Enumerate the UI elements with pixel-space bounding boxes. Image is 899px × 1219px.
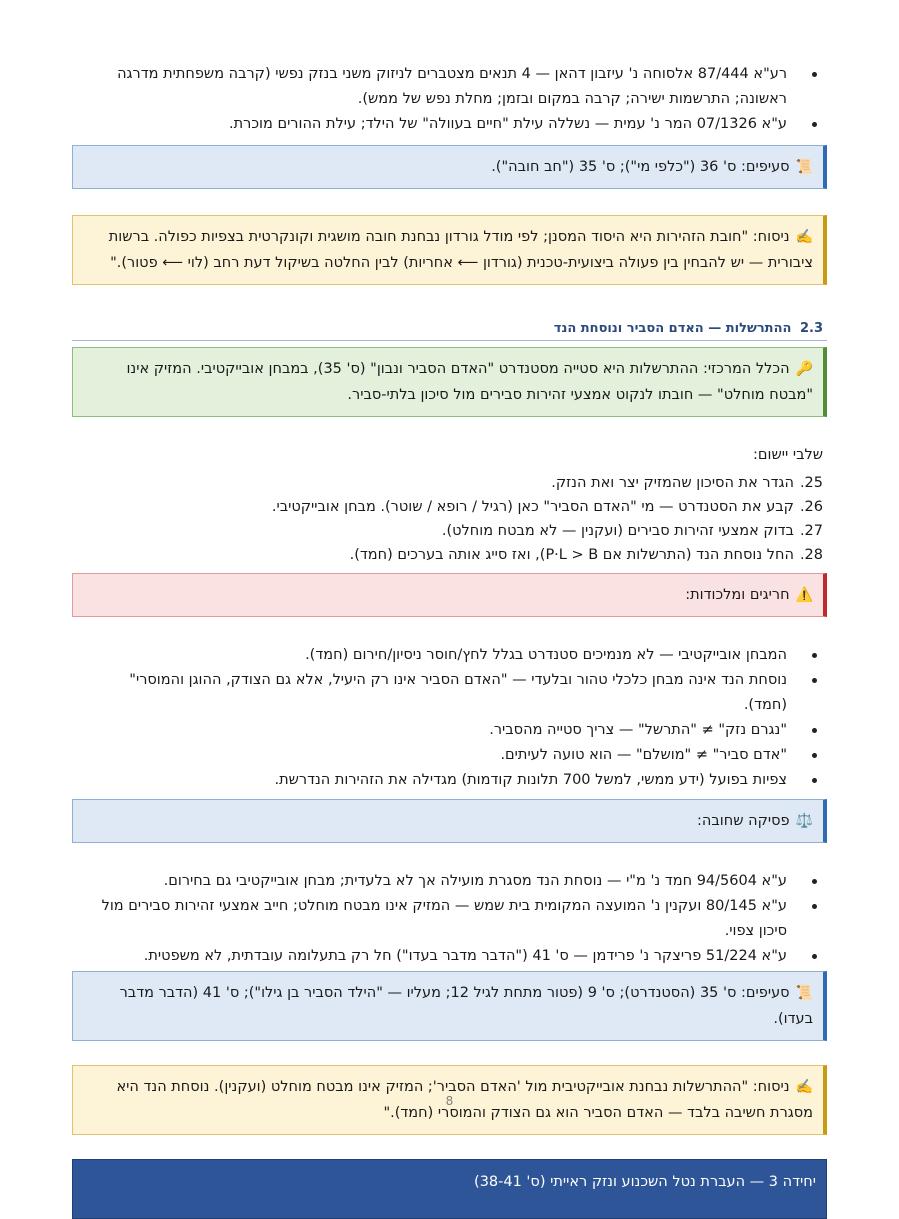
rule-callout	[72, 347, 827, 417]
step-text: הגדר את הסיכון שהמזיק יצר ואת הנזק.	[551, 475, 794, 491]
steps-title: שלבי יישום:	[753, 447, 823, 463]
section-heading	[72, 321, 827, 341]
step-number: 28.	[799, 547, 823, 563]
key-icon: 🔑	[795, 361, 813, 377]
step-number: 26.	[799, 499, 823, 515]
list-item: ע"א 80/145 ועקנין נ' המועצה המקומית בית שמש — המזיק אינו מבטח מוחלט; חייב אמצעי זהירות סבירים מול סיכון צפוי.	[72, 894, 827, 944]
step-text: קבע את הסטנדרט — מי "האדם הסביר" כאן (רגיל / רופא / שוטר). מבחן אובייקטיבי.	[271, 499, 794, 515]
list-item: רע"א 87/444 אלסוחה נ' עיזבון דהאן — 4 תנאים מצטברים לניזוק משני בנזק נפשי (קרבה משפחתית מדרגה ראשונה; התרשמות ישירה; קרבה במקום ובזמן; מחלת נפש של ממש).	[72, 62, 827, 112]
wording-callout	[72, 215, 827, 285]
writing-hand-icon: ✍️	[795, 1079, 813, 1095]
list-item	[72, 495, 827, 519]
sections-callout-text: סעיפים: ס' 36 ("כלפי מי"); ס' 35 ("חב חובה").	[491, 159, 790, 175]
sections-callout-text: סעיפים: ס' 35 (הסטנדרט); ס' 9 (פטור מתחת לגיל 12; מעליו — "הילד הסביר בן גילו"); ס' 41 (הדבר מדבר בעדו).	[119, 985, 813, 1027]
steps-list	[72, 471, 827, 567]
wording-callout-text: ניסוח: "חובת הזהירות היא היסוד המסנן; לפי מודל גורדון נבחנת חובה מושגית וקונקרטית בצפיות כפולה. ברשות ציבורית — יש להבחין בין פעולה ביצועית-טכנית (גורדון ⟵ אחריות) לבין החלטה בשיקול דעת רחב (לוי ⟵ פטור)."	[108, 229, 813, 271]
pitfalls-callout-text: חריגים ומלכודות:	[685, 587, 790, 603]
case-list-top	[72, 62, 827, 137]
wording-callout-text: ניסוח: "ההתרשלות נבחנת אובייקטיבית מול 'האדם הסביר'; המזיק אינו מבטח מוחלט (ועקנין). נוסחת הנד היא מסגרת חשיבה בלבד — האדם הסביר הוא גם הצודק והמוסרי (חמד)."	[116, 1079, 813, 1121]
list-item	[72, 543, 827, 567]
list-item: ע"א 07/1326 המר נ' עמית — נשללה עילת "חיים בעוולה" של הילד; עילת ההורים מוכרת.	[72, 112, 827, 137]
page-content	[72, 62, 827, 1219]
list-item: "אדם סביר" ≠ "מושלם" — הוא טועה לעיתים.	[72, 743, 827, 768]
scroll-icon: 📜	[795, 159, 813, 175]
pitfalls-list	[72, 643, 827, 793]
step-number: 25.	[799, 475, 823, 491]
caselaw-callout	[72, 799, 827, 843]
list-item: המבחן אובייקטיבי — לא מנמיכים סטנדרט בגלל לחץ/חוסר ניסיון/חירום (חמד).	[72, 643, 827, 668]
list-item: נוסחת הנד אינה מבחן כלכלי טהור ובלעדי — "האדם הסביר אינו רק היעיל, אלא גם הצודק, ההוגן והמוסרי" (חמד).	[72, 668, 827, 718]
list-item: ע"א 94/5604 חמד נ' מ"י — נוסחת הנד מסגרת מועילה אך לא בלעדית; מבחן אובייקטיבי גם בחירום.	[72, 869, 827, 894]
step-text: בדוק אמצעי זהירות סבירים (ועקנין — לא מבטח מוחלט).	[441, 523, 794, 539]
sections-callout	[72, 971, 827, 1041]
section-title: ההתרשלות — האדם הסביר ונוסחת הנד	[553, 321, 792, 336]
list-item	[72, 471, 827, 495]
caselaw-callout-text: פסיקה שחובה:	[697, 813, 790, 829]
list-item: צפיות בפועל (ידע ממשי, למשל 700 תלונות קודמות) מגדילה את הזהירות הנדרשת.	[72, 768, 827, 793]
caselaw-list	[72, 869, 827, 969]
page-number: 8	[445, 1094, 454, 1108]
pitfalls-callout	[72, 573, 827, 617]
scales-icon: ⚖️	[795, 813, 813, 829]
unit-banner: יחידה 3 — העברת נטל השכנוע ונזק ראייתי (ס' 38-41)	[72, 1159, 827, 1219]
rule-callout-text: הכלל המרכזי: ההתרשלות היא סטייה מסטנדרט "האדם הסביר ונבון" (ס' 35), במבחן אובייקטיבי. המזיק אינו "מבטח מוחלט" — חובתו לנקוט אמצעי זהירות סבירים מול סיכון בלתי-סביר.	[126, 361, 813, 403]
section-number: 2.3	[799, 321, 823, 336]
step-number: 27.	[799, 523, 823, 539]
warning-icon: ⚠️	[795, 587, 813, 603]
sections-callout	[72, 145, 827, 189]
list-item	[72, 519, 827, 543]
list-item: ע"א 51/224 פריצקר נ' פרידמן — ס' 41 ("הדבר מדבר בעדו") חל רק בתעלומה עובדתית, לא משפטית.	[72, 944, 827, 969]
step-text: החל נוסחת הנד (התרשלות אם P·L > B), ואז סייג אותה בערכים (חמד).	[349, 547, 794, 563]
writing-hand-icon: ✍️	[795, 229, 813, 245]
list-item: "נגרם נזק" ≠ "התרשל" — צריך סטייה מהסביר.	[72, 718, 827, 743]
scroll-icon: 📜	[795, 985, 813, 1001]
